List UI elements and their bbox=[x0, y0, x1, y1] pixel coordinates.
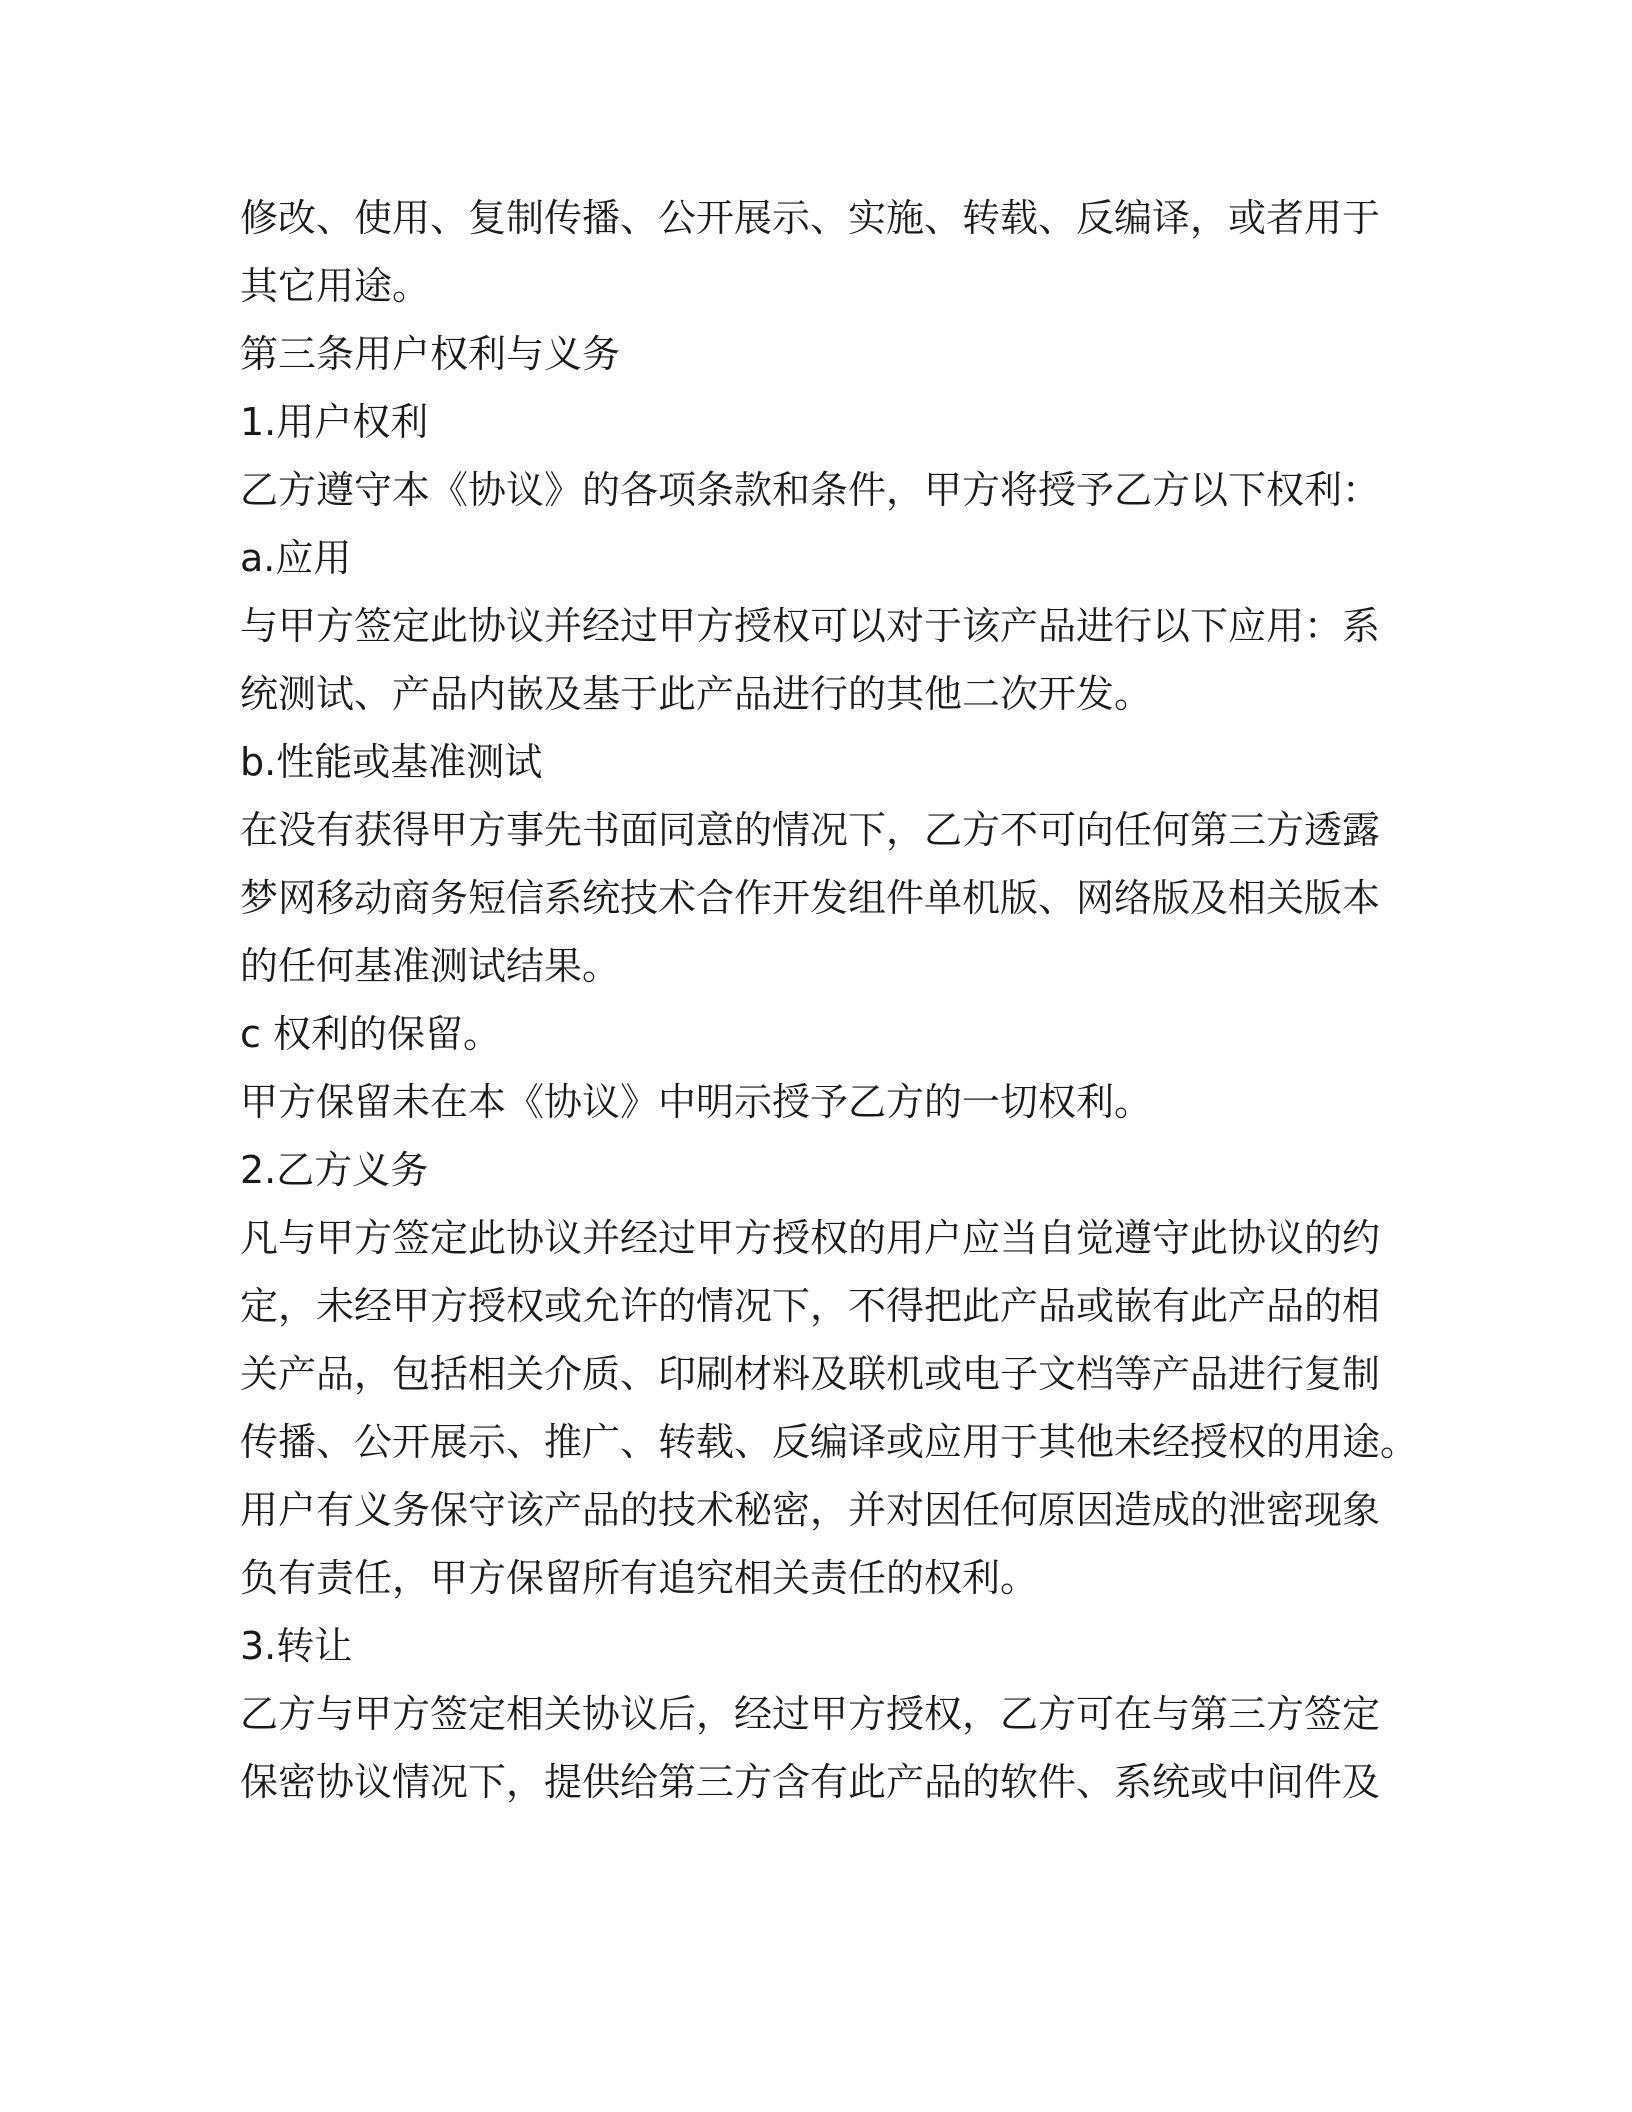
paragraph-line: 与甲方签定此协议并经过甲方授权可以对于该产品进行以下应用：系 bbox=[240, 604, 1381, 648]
paragraph-line: 传播、公开展示、推广、转载、反编译或应用于其他未经授权的用途。 bbox=[240, 1420, 1419, 1464]
item-heading: a.应用 bbox=[240, 536, 352, 580]
paragraph-line: 定，未经甲方授权或允许的情况下，不得把此产品或嵌有此产品的相 bbox=[240, 1284, 1381, 1328]
paragraph-line: 凡与甲方签定此协议并经过甲方授权的用户应当自觉遵守此协议的约 bbox=[240, 1216, 1381, 1260]
paragraph-line: 修改、使用、复制传播、公开展示、实施、转载、反编译，或者用于 bbox=[240, 196, 1381, 240]
paragraph-line: 的任何基准测试结果。 bbox=[240, 944, 621, 988]
paragraph-line: 其它用途。 bbox=[240, 264, 431, 308]
paragraph-line: 甲方保留未在本《协议》中明示授予乙方的一切权利。 bbox=[240, 1080, 1153, 1124]
paragraph-line: 统测试、产品内嵌及基于此产品进行的其他二次开发。 bbox=[240, 672, 1153, 716]
subsection-heading: 1.用户权利 bbox=[240, 400, 429, 444]
document-body bbox=[240, 184, 1419, 1816]
paragraph-line: 在没有获得甲方事先书面同意的情况下，乙方不可向任何第三方透露 bbox=[240, 808, 1381, 852]
item-heading: b.性能或基准测试 bbox=[240, 740, 543, 784]
paragraph-line: 关产品，包括相关介质、印刷材料及联机或电子文档等产品进行复制 bbox=[240, 1352, 1381, 1396]
paragraph-line: 用户有义务保守该产品的技术秘密，并对因任何原因造成的泄密现象 bbox=[240, 1488, 1381, 1532]
paragraph-line: 乙方与甲方签定相关协议后，经过甲方授权，乙方可在与第三方签定 bbox=[240, 1692, 1381, 1736]
section-heading: 第三条用户权利与义务 bbox=[240, 332, 621, 376]
paragraph-line: 负有责任，甲方保留所有追究相关责任的权利。 bbox=[240, 1556, 1039, 1600]
paragraph-line: 乙方遵守本《协议》的各项条款和条件，甲方将授予乙方以下权利： bbox=[240, 468, 1381, 512]
paragraph-line: 梦网移动商务短信系统技术合作开发组件单机版、网络版及相关版本 bbox=[240, 876, 1381, 920]
subsection-heading: 2.乙方义务 bbox=[240, 1148, 429, 1192]
item-heading: c 权利的保留。 bbox=[240, 1012, 501, 1056]
subsection-heading: 3.转让 bbox=[240, 1624, 353, 1668]
paragraph-line: 保密协议情况下，提供给第三方含有此产品的软件、系统或中间件及 bbox=[240, 1760, 1381, 1804]
